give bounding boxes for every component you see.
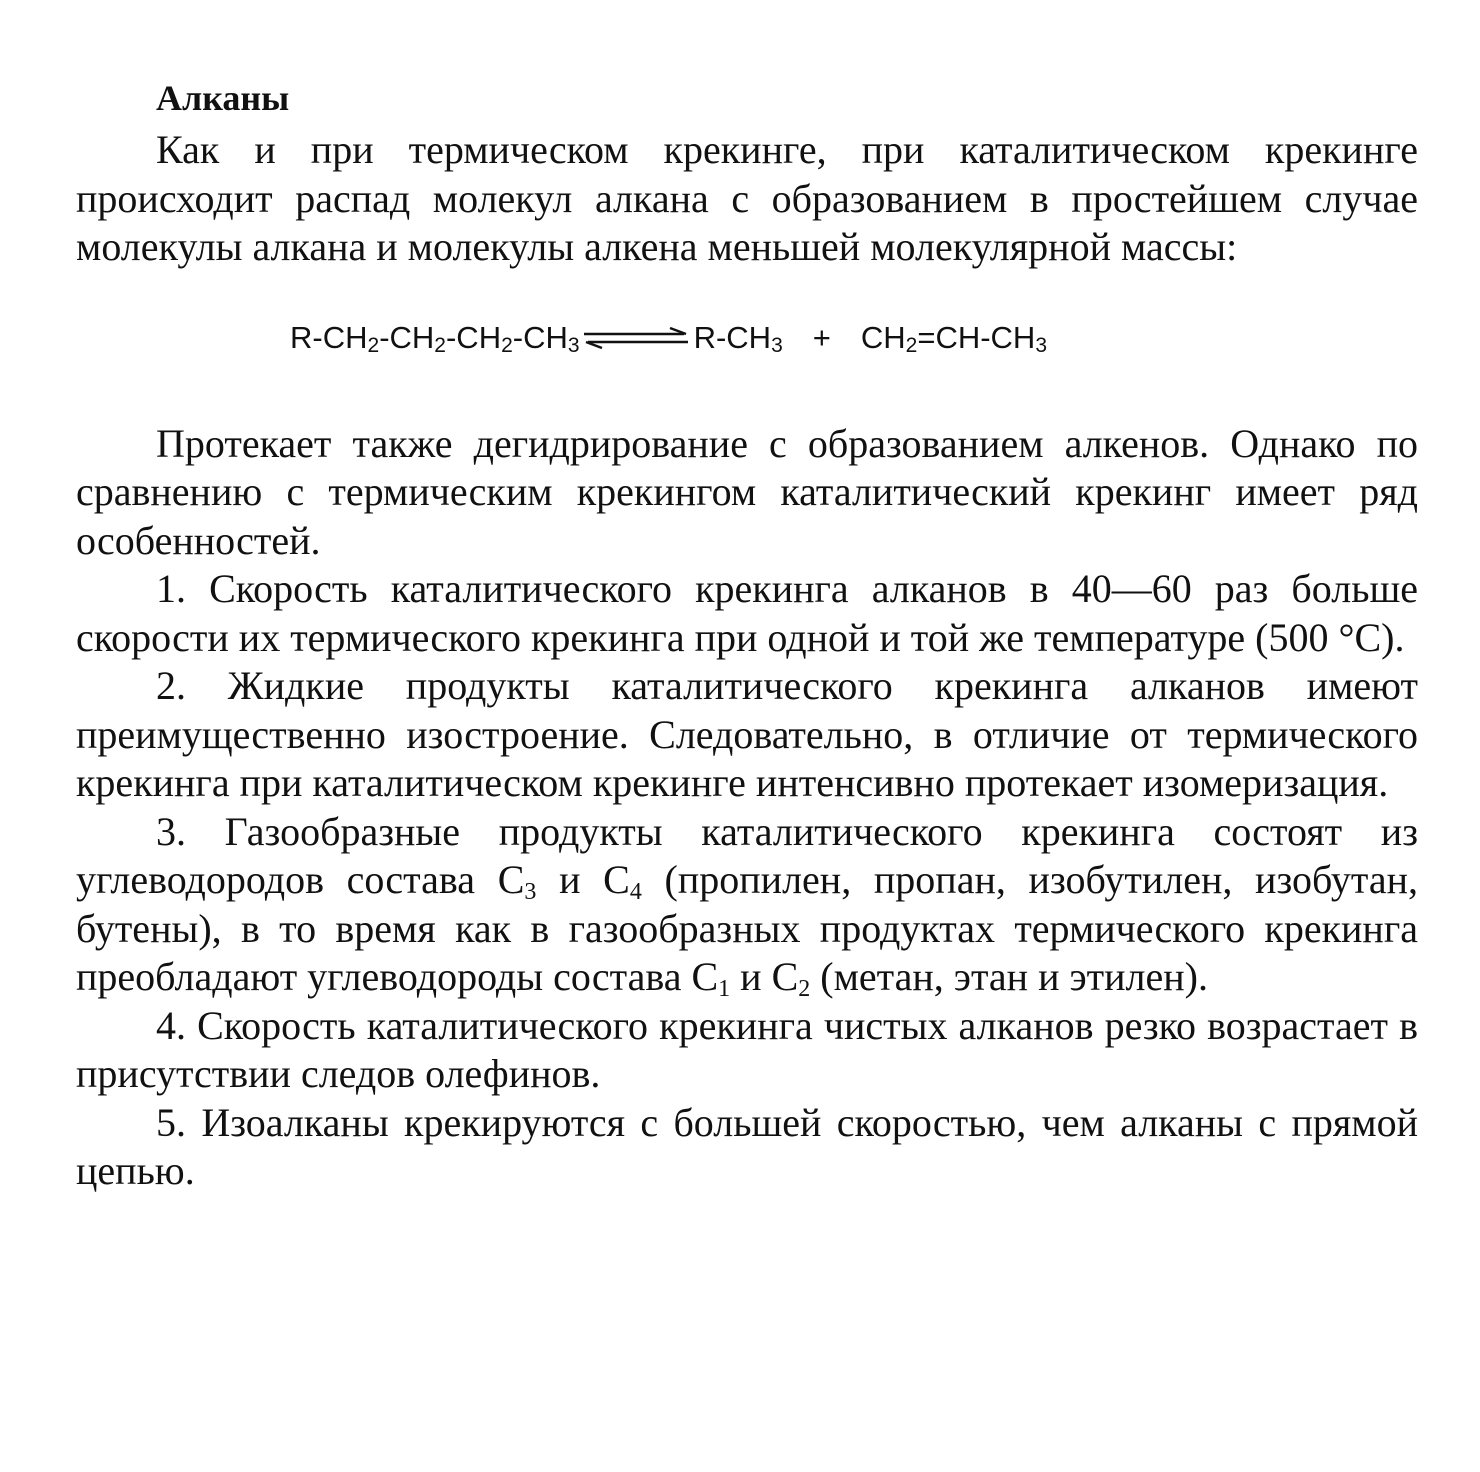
section-heading: Алканы xyxy=(156,78,290,118)
equilibrium-arrow-icon xyxy=(580,326,692,350)
feature-item-1: 1. Скорость каталитического крекинга алканов в 40—60 раз больше скорости их термического крекинга при одной и той же температуре (500 °С). xyxy=(76,566,1418,660)
product-alkene-formula: $CH_2=CH-CH_3$ xyxy=(860,319,1048,357)
document-page xyxy=(76,70,1418,1196)
cracking-equation xyxy=(290,314,1418,362)
feature-item-2: 2. Жидкие продукты каталитического крекинга алканов имеют преимущественно изостроение. Следовательно, в отличие от термического крекинга при каталитическом крекинге интенсивно протекает изомеризация. xyxy=(76,663,1418,805)
feature-item-4: 4. Скорость каталитического крекинга чистых алканов резко возрастает в присутствии следов олефинов. xyxy=(76,1002,1418,1096)
plus-sign: + xyxy=(812,319,831,355)
reactant-formula: $R-CH_2-CH_2-CH_2-CH_3$ xyxy=(290,319,580,357)
dehydrogenation-paragraph: Протекает также дегидрирование с образованием алкенов. Однако по сравнению с термическим крекингом каталитический крекинг имеет ряд особенностей. xyxy=(76,420,1418,563)
feature-item-5: 5. Изоалканы крекируются с большей скоростью, чем алканы с прямой цепью. xyxy=(76,1099,1418,1193)
feature-item-3: 3. Газообразные продукты каталитического крекинга состоят из углеводородов состава $С_3$ и $С_4$ (пропилен, пропан, изобутилен, изобутан, бутены), в то время как в газообразных продуктах термического крекинга преобладают углеводороды состава $С_1$ и $С_2$ (метан, этан и этилен). xyxy=(76,808,1418,1002)
intro-paragraph: Как и при термическом крекинге, при каталитическом крекинге происходит распад молекул алкана с образованием в простейшем случае молекулы алкана и молекулы алкена меньшей молекулярной массы: xyxy=(76,127,1418,269)
product-alkane-formula: $R-CH_3$ xyxy=(693,319,783,357)
